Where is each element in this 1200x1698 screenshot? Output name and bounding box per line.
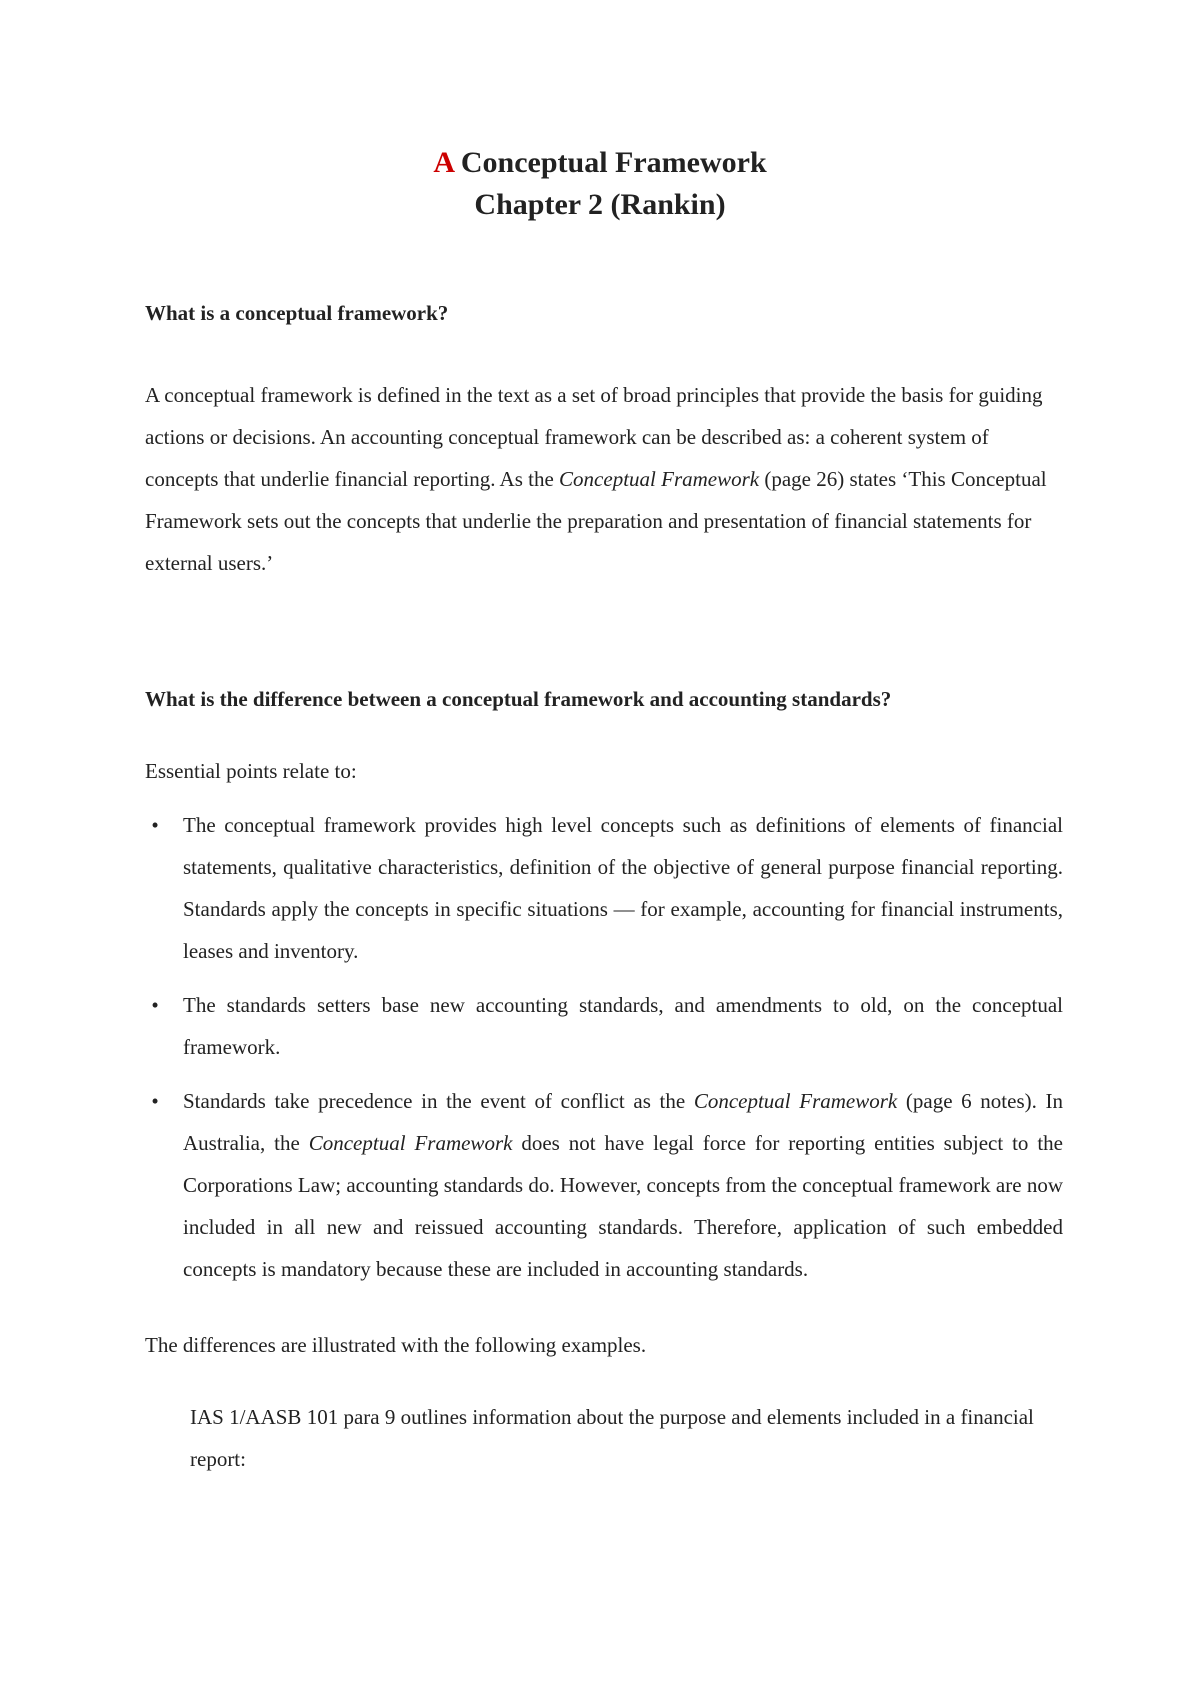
list-item (145, 1080, 1063, 1290)
document-title-block (0, 142, 1200, 226)
title-text: Conceptual Framework (453, 146, 767, 179)
title-accent-letter: A (433, 146, 454, 179)
section-heading-difference: What is the difference between a conceptual framework and accounting standards? (145, 687, 892, 711)
definition-paragraph (145, 374, 1063, 584)
essential-points-intro: Essential points relate to: (145, 759, 357, 783)
list-item-text: Standards take precedence in the event of conflict as the (183, 1089, 694, 1113)
list-item (145, 804, 1063, 972)
document-subtitle: Chapter 2 (Rankin) (474, 188, 726, 221)
italic-reference: Conceptual Framework (308, 1131, 513, 1155)
list-item-text: does not have legal force for reporting entities subject to the Corporations Law; accounting standards do. However, concepts from the conceptual framework are now included in all new and reissued accounting standards. Therefore, application of such embedded concepts is mandatory because these are included in accounting standards. (183, 1131, 1063, 1281)
list-item-text: The standards setters base new accounting standards, and amendments to old, on the conceptual framework. (183, 993, 1063, 1059)
document-body (145, 292, 1063, 1480)
italic-reference: Conceptual Framework (559, 467, 760, 491)
document-title (0, 142, 1200, 184)
ias-paragraph: IAS 1/AASB 101 para 9 outlines information about the purpose and elements included in a financial report: (190, 1405, 1034, 1471)
bullet-icon: • (151, 1089, 159, 1113)
paragraph-text: A conceptual framework is defined in the text as a set of broad principles that provide the basis for guiding actions or decisions. An accounting conceptual framework can be described as: a coherent system of concepts that underlie financial reporting. As the (145, 383, 1043, 491)
differences-intro: The differences are illustrated with the following examples. (145, 1333, 647, 1357)
section-heading-conceptual-framework: What is a conceptual framework? (145, 301, 449, 325)
list-item (145, 984, 1063, 1068)
bullet-icon: • (151, 993, 159, 1017)
essential-points-list (145, 804, 1063, 1290)
bullet-icon: • (151, 813, 159, 837)
italic-reference: Conceptual Framework (693, 1089, 898, 1113)
list-item-text: The conceptual framework provides high level concepts such as definitions of elements of financial statements, qualitative characteristics, definition of the objective of general purpose financial reporting. Standards apply the concepts in specific situations — for example, accounting for financial instruments, leases and inventory. (183, 813, 1063, 963)
paragraph-text: (page 26) states ‘This Conceptual Framework sets out the concepts that underlie the preparation and presentation of financial statements for external users.’ (145, 467, 1047, 575)
list-item-text: (page 6 notes). In Australia, the (183, 1089, 1064, 1155)
